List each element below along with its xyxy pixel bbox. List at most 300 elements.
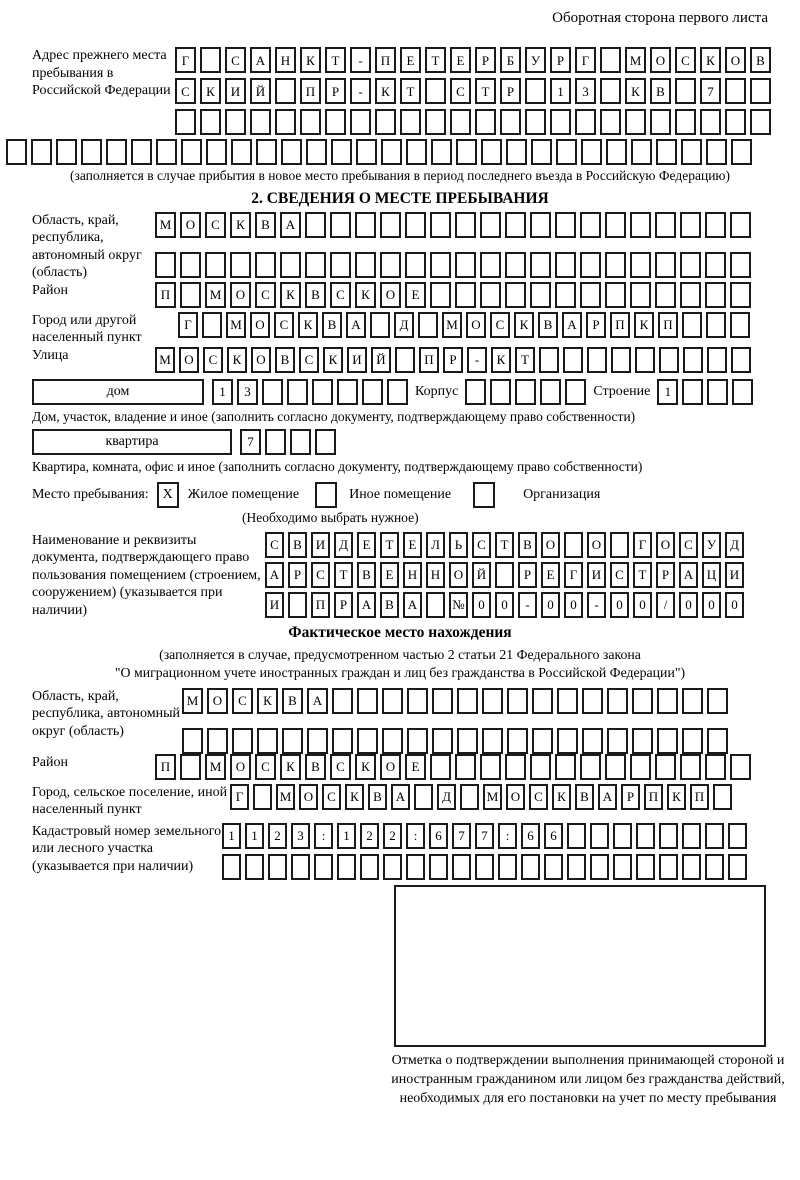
char-cell [521, 854, 540, 880]
char-cell: 2 [360, 823, 379, 849]
char-cell [400, 109, 421, 135]
char-cell [610, 532, 629, 558]
char-cell: 6 [544, 823, 563, 849]
char-cell [200, 109, 221, 135]
char-cell [659, 347, 679, 373]
char-cell [425, 109, 446, 135]
char-cell [360, 854, 379, 880]
char-cell [305, 212, 326, 238]
char-cell: Е [450, 47, 471, 73]
char-cell [405, 252, 426, 278]
char-cell [556, 139, 577, 165]
char-cell: - [350, 78, 371, 104]
actual-region-row-1 [182, 688, 728, 714]
char-cell [680, 282, 701, 308]
char-cell [590, 854, 609, 880]
char-cell: Р [586, 312, 606, 338]
char-cell [682, 823, 701, 849]
char-cell: Р [621, 784, 640, 810]
actual-city-label: Город, сельское поселение, иной населенный пункт [32, 784, 228, 818]
char-cell: С [203, 347, 223, 373]
char-cell: Е [405, 282, 426, 308]
char-cell: И [225, 78, 246, 104]
district-row [155, 282, 751, 308]
char-cell: С [322, 784, 341, 810]
organization-label: Организация [523, 486, 601, 502]
char-cell [605, 282, 626, 308]
char-cell [530, 754, 551, 780]
char-cell: 3 [237, 379, 258, 405]
char-cell: О [380, 282, 401, 308]
char-cell: П [419, 347, 439, 373]
char-cell: О [207, 688, 228, 714]
document-rows [265, 532, 744, 620]
char-cell: Т [425, 47, 446, 73]
char-cell: К [552, 784, 571, 810]
char-cell [636, 823, 655, 849]
char-cell: К [491, 347, 511, 373]
char-cell: С [274, 312, 294, 338]
char-cell [495, 562, 514, 588]
char-cell [544, 854, 563, 880]
stroenie-cells [657, 379, 753, 405]
region-row-2 [155, 252, 751, 278]
region-field [32, 212, 768, 282]
char-cell: О [650, 47, 671, 73]
char-cell: К [230, 212, 251, 238]
char-cell [681, 139, 702, 165]
char-cell [540, 379, 561, 405]
char-cell [630, 282, 651, 308]
char-cell: 7 [475, 823, 494, 849]
char-cell [405, 212, 426, 238]
char-cell [659, 823, 678, 849]
char-cell [387, 379, 408, 405]
char-cell [232, 728, 253, 754]
char-cell: 1 [212, 379, 233, 405]
char-cell: П [155, 754, 176, 780]
char-cell: Р [288, 562, 307, 588]
char-cell: У [525, 47, 546, 73]
char-cell: В [275, 347, 295, 373]
char-cell [659, 854, 678, 880]
char-cell [457, 688, 478, 714]
char-cell: Т [633, 562, 652, 588]
char-cell: В [255, 212, 276, 238]
char-cell: 0 [564, 592, 583, 618]
actual-region-label: Область, край, республика, автономный округ (область) [32, 688, 181, 739]
char-cell [355, 212, 376, 238]
char-cell: Ь [449, 532, 468, 558]
char-cell: Т [334, 562, 353, 588]
char-cell [330, 212, 351, 238]
char-cell: Т [400, 78, 421, 104]
char-cell: А [357, 592, 376, 618]
char-cell [250, 109, 271, 135]
char-cell [382, 728, 403, 754]
street-label: Улица [32, 347, 69, 363]
stay-type-label: Место пребывания: [32, 486, 149, 502]
char-cell: В [368, 784, 387, 810]
char-cell [600, 109, 621, 135]
prev-address-note: (заполняется в случае прибытия в новое место пребывания в период последнего въезда в Российскую Федерацию) [69, 168, 731, 183]
char-cell [481, 139, 502, 165]
char-cell [6, 139, 27, 165]
char-cell: К [257, 688, 278, 714]
residential-checkbox-mark: X [162, 486, 173, 502]
char-cell [287, 379, 308, 405]
char-cell [607, 688, 628, 714]
char-cell: С [175, 78, 196, 104]
char-cell: С [679, 532, 698, 558]
cadastral-rows [222, 823, 747, 880]
char-cell: С [330, 282, 351, 308]
char-cell [395, 347, 415, 373]
char-cell [557, 728, 578, 754]
char-cell [655, 754, 676, 780]
char-cell [550, 109, 571, 135]
char-cell: 6 [429, 823, 448, 849]
char-cell: К [355, 282, 376, 308]
char-cell [362, 379, 383, 405]
document-row-1 [265, 532, 744, 558]
other-premises-checkbox [315, 482, 337, 508]
char-cell [306, 139, 327, 165]
char-cell [131, 139, 152, 165]
char-cell [430, 754, 451, 780]
char-cell [730, 282, 751, 308]
char-cell: Р [334, 592, 353, 618]
char-cell: П [658, 312, 678, 338]
char-cell: В [305, 754, 326, 780]
char-cell: Т [475, 78, 496, 104]
char-cell [750, 78, 771, 104]
char-cell: С [330, 754, 351, 780]
char-cell: С [205, 212, 226, 238]
char-cell: В [357, 562, 376, 588]
char-cell [268, 854, 287, 880]
char-cell: О [180, 212, 201, 238]
char-cell [605, 754, 626, 780]
apartment-number-cells [240, 429, 336, 455]
char-cell [682, 312, 702, 338]
actual-district-field [32, 754, 768, 780]
char-cell: Т [380, 532, 399, 558]
char-cell: К [625, 78, 646, 104]
char-cell [730, 754, 751, 780]
char-cell: : [314, 823, 333, 849]
char-cell: Й [250, 78, 271, 104]
char-cell [262, 379, 283, 405]
char-cell [707, 728, 728, 754]
other-premises-label: Иное помещение [349, 486, 452, 502]
char-cell [357, 688, 378, 714]
char-cell: О [380, 754, 401, 780]
char-cell [732, 379, 753, 405]
document-row-3 [265, 592, 744, 618]
char-cell: В [538, 312, 558, 338]
organization-checkbox [473, 482, 495, 508]
char-cell: - [467, 347, 487, 373]
char-cell [587, 347, 607, 373]
char-cell [555, 212, 576, 238]
char-cell: 0 [633, 592, 652, 618]
char-cell [705, 252, 726, 278]
apartment-type-box: квартира [32, 429, 232, 455]
char-cell [657, 688, 678, 714]
char-cell: Л [426, 532, 445, 558]
cadastral-row-1 [222, 823, 747, 849]
char-cell [530, 252, 551, 278]
char-cell [525, 78, 546, 104]
char-cell [507, 688, 528, 714]
char-cell: С [255, 754, 276, 780]
char-cell [530, 212, 551, 238]
char-cell: К [280, 754, 301, 780]
char-cell [455, 282, 476, 308]
char-cell [731, 139, 752, 165]
char-cell [222, 854, 241, 880]
char-cell: А [562, 312, 582, 338]
char-cell [291, 854, 310, 880]
stay-type-row [32, 482, 768, 508]
char-cell: О [250, 312, 270, 338]
char-cell: 0 [472, 592, 491, 618]
char-cell [750, 109, 771, 135]
char-cell [281, 139, 302, 165]
char-cell [207, 728, 228, 754]
char-cell: : [406, 823, 425, 849]
char-cell: П [155, 282, 176, 308]
char-cell: В [750, 47, 771, 73]
char-cell [332, 688, 353, 714]
char-cell: К [298, 312, 318, 338]
char-cell: 0 [541, 592, 560, 618]
char-cell: Т [325, 47, 346, 73]
char-cell: К [514, 312, 534, 338]
char-cell [31, 139, 52, 165]
char-cell [707, 347, 727, 373]
char-cell: О [656, 532, 675, 558]
char-cell [180, 252, 201, 278]
char-cell: О [230, 754, 251, 780]
char-cell [657, 728, 678, 754]
char-cell [707, 688, 728, 714]
char-cell [180, 754, 201, 780]
char-cell [505, 754, 526, 780]
region-rows [155, 212, 751, 282]
prev-address-row-1 [175, 47, 771, 73]
char-cell [630, 212, 651, 238]
char-cell [480, 754, 501, 780]
char-cell [456, 139, 477, 165]
char-cell: М [155, 212, 176, 238]
char-cell [655, 282, 676, 308]
char-cell [300, 109, 321, 135]
char-cell [580, 212, 601, 238]
char-cell: О [449, 562, 468, 588]
char-cell: Й [371, 347, 391, 373]
section3-subtitle-1: (заполняется в случае, предусмотренном частью 2 статьи 21 Федерального закона [159, 647, 641, 663]
char-cell [455, 252, 476, 278]
char-cell: В [380, 592, 399, 618]
char-cell [307, 728, 328, 754]
char-cell [630, 754, 651, 780]
char-cell [357, 728, 378, 754]
char-cell [580, 282, 601, 308]
char-cell: П [690, 784, 709, 810]
char-cell: : [498, 823, 517, 849]
stroenie-label: Строение [593, 383, 651, 399]
char-cell: И [347, 347, 367, 373]
char-cell [730, 212, 751, 238]
actual-city-field [32, 784, 768, 819]
char-cell [613, 823, 632, 849]
char-cell [480, 252, 501, 278]
char-cell: Д [725, 532, 744, 558]
char-cell [325, 109, 346, 135]
char-cell [407, 688, 428, 714]
char-cell: А [250, 47, 271, 73]
char-cell [682, 854, 701, 880]
char-cell: Т [495, 532, 514, 558]
char-cell [505, 212, 526, 238]
char-cell: В [305, 282, 326, 308]
char-cell [330, 252, 351, 278]
char-cell [332, 728, 353, 754]
char-cell [680, 252, 701, 278]
char-cell: Г [575, 47, 596, 73]
char-cell: Н [403, 562, 422, 588]
char-cell [605, 212, 626, 238]
char-cell: Р [500, 78, 521, 104]
char-cell: Е [541, 562, 560, 588]
char-cell [632, 728, 653, 754]
char-cell [531, 139, 552, 165]
char-cell [175, 109, 196, 135]
char-cell: К [700, 47, 721, 73]
char-cell: № [449, 592, 468, 618]
document-field [32, 532, 768, 620]
char-cell [414, 784, 433, 810]
cadastral-field [32, 823, 768, 880]
char-cell [418, 312, 438, 338]
char-cell [655, 212, 676, 238]
char-cell: О [541, 532, 560, 558]
char-cell [705, 282, 726, 308]
char-cell: В [322, 312, 342, 338]
char-cell [490, 379, 511, 405]
char-cell [656, 139, 677, 165]
char-cell [106, 139, 127, 165]
char-cell [452, 854, 471, 880]
house-row [32, 379, 768, 405]
char-cell [331, 139, 352, 165]
char-cell [382, 688, 403, 714]
char-cell [565, 379, 586, 405]
char-cell [705, 854, 724, 880]
char-cell: К [355, 754, 376, 780]
char-cell: Р [443, 347, 463, 373]
char-cell [475, 854, 494, 880]
char-cell: Р [475, 47, 496, 73]
char-cell: Д [394, 312, 414, 338]
char-cell [682, 379, 703, 405]
char-cell [532, 728, 553, 754]
korpus-cells [465, 379, 586, 405]
char-cell [305, 252, 326, 278]
char-cell [406, 139, 427, 165]
char-cell [432, 728, 453, 754]
city-row [178, 312, 750, 347]
char-cell: А [346, 312, 366, 338]
char-cell [315, 429, 336, 455]
actual-region-row-2 [182, 728, 728, 754]
char-cell [407, 728, 428, 754]
char-cell [426, 592, 445, 618]
char-cell: С [299, 347, 319, 373]
char-cell [498, 854, 517, 880]
house-note: Дом, участок, владение и иное (заполнить согласно документу, подтверждающему право собственности) [32, 408, 636, 424]
char-cell [337, 379, 358, 405]
char-cell [707, 379, 728, 405]
char-cell: У [702, 532, 721, 558]
char-cell: П [610, 312, 630, 338]
char-cell: С [225, 47, 246, 73]
char-cell [355, 252, 376, 278]
char-cell [430, 282, 451, 308]
char-cell [450, 109, 471, 135]
prev-address-field [32, 47, 768, 135]
actual-region-field [32, 688, 768, 754]
prev-address-row-4 [6, 139, 768, 165]
char-cell: Н [426, 562, 445, 588]
char-cell: / [656, 592, 675, 618]
char-cell [625, 109, 646, 135]
char-cell: Е [400, 47, 421, 73]
char-cell: М [182, 688, 203, 714]
char-cell [555, 754, 576, 780]
char-cell [705, 823, 724, 849]
apartment-row [32, 429, 768, 455]
char-cell [275, 78, 296, 104]
char-cell [650, 109, 671, 135]
char-cell: О [466, 312, 486, 338]
char-cell [575, 109, 596, 135]
char-cell [256, 139, 277, 165]
char-cell [314, 854, 333, 880]
char-cell [590, 823, 609, 849]
residential-checkbox [157, 482, 179, 508]
char-cell [245, 854, 264, 880]
char-cell [475, 109, 496, 135]
char-cell: И [311, 532, 330, 558]
street-row [155, 347, 751, 373]
char-cell [675, 109, 696, 135]
char-cell: Е [405, 754, 426, 780]
char-cell: О [251, 347, 271, 373]
char-cell [606, 139, 627, 165]
char-cell [457, 728, 478, 754]
char-cell [705, 212, 726, 238]
char-cell [635, 347, 655, 373]
char-cell: О [299, 784, 318, 810]
document-row-2 [265, 562, 744, 588]
char-cell: 0 [495, 592, 514, 618]
char-cell [383, 854, 402, 880]
char-cell [500, 109, 521, 135]
section3-title: Фактическое место нахождения [288, 624, 512, 642]
